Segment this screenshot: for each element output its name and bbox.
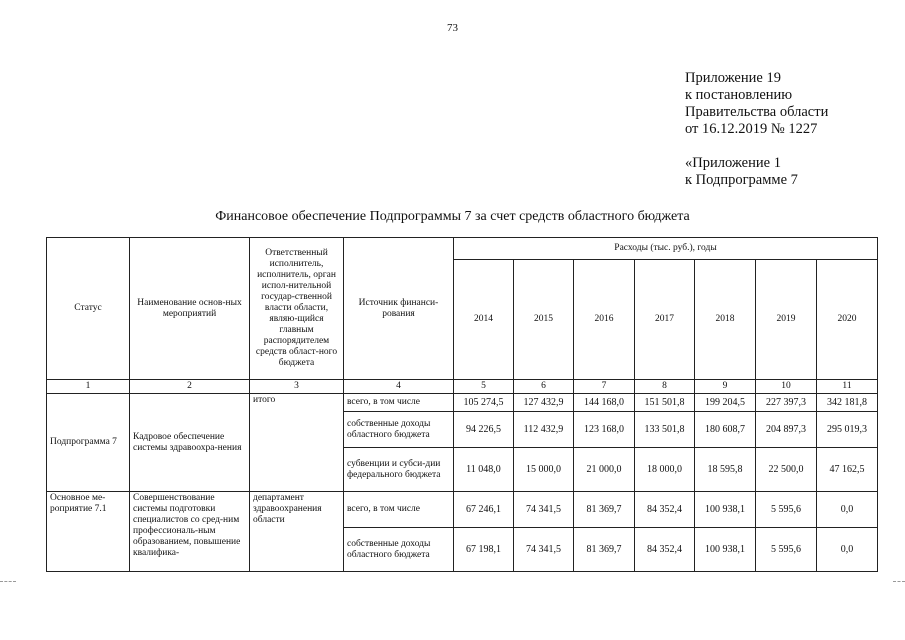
column-number: 3 bbox=[250, 380, 344, 394]
value-cell: 67 246,1 bbox=[454, 492, 514, 528]
value-cell: 133 501,8 bbox=[635, 412, 695, 448]
value-cell: 84 352,4 bbox=[635, 492, 695, 528]
value-cell: 180 608,7 bbox=[695, 412, 756, 448]
source-cell: собственные доходы областного бюджета bbox=[344, 528, 454, 572]
value-cell: 21 000,0 bbox=[574, 448, 635, 492]
header-status: Статус bbox=[47, 238, 130, 380]
appendix-line: Правительства области bbox=[685, 104, 829, 120]
appendix-line: к Подпрограмме 7 bbox=[685, 172, 798, 188]
value-cell: 47 162,5 bbox=[817, 448, 878, 492]
header-year: 2019 bbox=[756, 260, 817, 380]
appendix-reference bbox=[685, 70, 828, 189]
value-cell: 123 168,0 bbox=[574, 412, 635, 448]
name-cell: Кадровое обеспечение системы здравоохра-нения bbox=[130, 394, 250, 492]
value-cell: 295 019,3 bbox=[817, 412, 878, 448]
value-cell: 204 897,3 bbox=[756, 412, 817, 448]
header-name: Наименование основ-ных мероприятий bbox=[130, 238, 250, 380]
status-cell: Подпрограмма 7 bbox=[47, 394, 130, 492]
name-cell: Совершенствование системы подготовки специалистов со сред-ним профессиональ-ным образованием, повышение квалифика- bbox=[130, 492, 250, 572]
header-row bbox=[47, 238, 878, 260]
value-cell: 105 274,5 bbox=[454, 394, 514, 412]
responsible-cell: итого bbox=[250, 394, 344, 492]
page-cut-line bbox=[893, 581, 905, 582]
appendix-line: «Приложение 1 bbox=[685, 155, 781, 171]
page-cut-line bbox=[0, 581, 16, 582]
value-cell: 127 432,9 bbox=[514, 394, 574, 412]
budget-table bbox=[46, 237, 878, 572]
column-number-row bbox=[47, 380, 878, 394]
value-cell: 18 595,8 bbox=[695, 448, 756, 492]
header-year: 2017 bbox=[635, 260, 695, 380]
table-row bbox=[47, 492, 878, 528]
column-number: 5 bbox=[454, 380, 514, 394]
column-number: 7 bbox=[574, 380, 635, 394]
source-cell: всего, в том числе bbox=[344, 492, 454, 528]
source-cell: всего, в том числе bbox=[344, 394, 454, 412]
page-number: 73 bbox=[447, 22, 458, 34]
value-cell: 94 226,5 bbox=[454, 412, 514, 448]
column-number: 8 bbox=[635, 380, 695, 394]
value-cell: 18 000,0 bbox=[635, 448, 695, 492]
value-cell: 342 181,8 bbox=[817, 394, 878, 412]
header-responsible: Ответственный исполнитель, исполнитель, орган испол-нительной государ-ственной власти области, являю-щийся главным распорядителем средств област-ного бюджета bbox=[250, 238, 344, 380]
value-cell: 0,0 bbox=[817, 528, 878, 572]
header-year: 2016 bbox=[574, 260, 635, 380]
source-cell: субвенции и субси-дии федерального бюджета bbox=[344, 448, 454, 492]
appendix-line: от 16.12.2019 № 1227 bbox=[685, 121, 818, 137]
value-cell: 144 168,0 bbox=[574, 394, 635, 412]
value-cell: 11 048,0 bbox=[454, 448, 514, 492]
value-cell: 74 341,5 bbox=[514, 528, 574, 572]
status-cell: Основное ме-роприятие 7.1 bbox=[47, 492, 130, 572]
value-cell: 112 432,9 bbox=[514, 412, 574, 448]
appendix-line: к постановлению bbox=[685, 87, 793, 103]
value-cell: 227 397,3 bbox=[756, 394, 817, 412]
value-cell: 100 938,1 bbox=[695, 528, 756, 572]
table-row bbox=[47, 394, 878, 412]
column-number: 2 bbox=[130, 380, 250, 394]
value-cell: 74 341,5 bbox=[514, 492, 574, 528]
header-year: 2014 bbox=[454, 260, 514, 380]
column-number: 4 bbox=[344, 380, 454, 394]
column-number: 11 bbox=[817, 380, 878, 394]
header-year: 2015 bbox=[514, 260, 574, 380]
value-cell: 151 501,8 bbox=[635, 394, 695, 412]
value-cell: 5 595,6 bbox=[756, 528, 817, 572]
value-cell: 15 000,0 bbox=[514, 448, 574, 492]
value-cell: 84 352,4 bbox=[635, 528, 695, 572]
header-source: Источник финанси-рования bbox=[344, 238, 454, 380]
appendix-line: Приложение 19 bbox=[685, 70, 781, 86]
responsible-cell: департамент здравоохранения области bbox=[250, 492, 344, 572]
column-number: 6 bbox=[514, 380, 574, 394]
document-title: Финансовое обеспечение Подпрограммы 7 за счет средств областного бюджета bbox=[215, 209, 690, 224]
value-cell: 0,0 bbox=[817, 492, 878, 528]
column-number: 9 bbox=[695, 380, 756, 394]
value-cell: 199 204,5 bbox=[695, 394, 756, 412]
header-year: 2020 bbox=[817, 260, 878, 380]
column-number: 1 bbox=[47, 380, 130, 394]
header-year: 2018 bbox=[695, 260, 756, 380]
value-cell: 67 198,1 bbox=[454, 528, 514, 572]
header-expenses: Расходы (тыс. руб.), годы bbox=[454, 238, 878, 260]
value-cell: 5 595,6 bbox=[756, 492, 817, 528]
source-cell: собственные доходы областного бюджета bbox=[344, 412, 454, 448]
column-number: 10 bbox=[756, 380, 817, 394]
appendix-gap bbox=[685, 138, 828, 155]
value-cell: 81 369,7 bbox=[574, 492, 635, 528]
value-cell: 81 369,7 bbox=[574, 528, 635, 572]
value-cell: 22 500,0 bbox=[756, 448, 817, 492]
value-cell: 100 938,1 bbox=[695, 492, 756, 528]
